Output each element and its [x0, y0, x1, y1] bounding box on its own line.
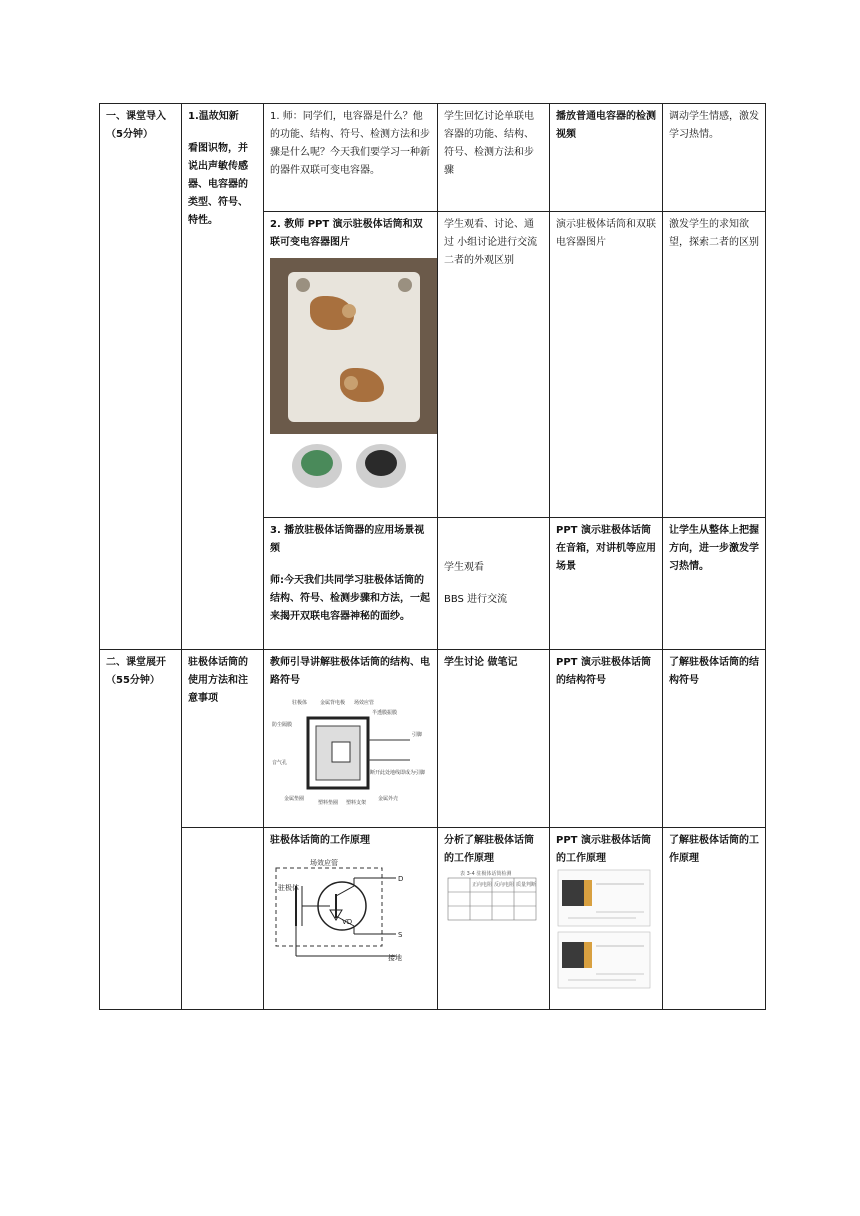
student-activity — [438, 828, 550, 1010]
intent-cell: 了解驻极体话筒的结构符号 — [663, 650, 766, 828]
diagram-label: 场效应管 — [354, 700, 375, 706]
student-activity: 学生讨论 做笔记 — [438, 650, 550, 828]
teacher-text: 教师引导讲解驻极体话筒的结构、电路符号 — [270, 657, 430, 686]
section-1-title: 一、课堂导入（5分钟） — [100, 104, 182, 650]
diagram-label: 半透膜振膜 — [372, 710, 398, 716]
teacher-text: 3. 播放驻极体话筒器的应用场景视频 — [270, 525, 425, 554]
circuit-label: S — [398, 931, 403, 939]
table-header: 质量判断 — [516, 882, 537, 888]
teacher-activity — [264, 828, 438, 1010]
media-cell: PPT 演示驻极体话筒在音箱，对讲机等应用场景 — [550, 518, 663, 650]
student-activity: 学生观看、讨论、通过 小组讨论进行交流二者的外观区别 — [438, 212, 550, 518]
student-text: 分析了解驻极体话筒的工作原理 — [444, 835, 534, 864]
teacher-activity — [264, 650, 438, 828]
diagram-label: 防尘隔膜 — [272, 722, 293, 728]
diagram-label: 塑料垫圈 — [318, 800, 339, 806]
media-cell — [550, 828, 663, 1010]
student-text: 学生观看 — [444, 561, 484, 573]
media-text: PPT 演示驻极体话筒的工作原理 — [556, 835, 651, 864]
circuit-label: VD — [342, 918, 353, 926]
section-2-step-empty — [182, 828, 264, 1010]
mic-circuit-diagram — [270, 856, 410, 964]
diagram-label: 金属垫圈 — [284, 796, 305, 802]
table-header: 反向电阻 — [494, 882, 515, 888]
section-1-step — [182, 104, 264, 650]
step-desc: 看图识物，并说出声敏传感器、电容器的类型、符号、特性。 — [188, 143, 248, 226]
diagram-label: 金属外壳 — [378, 796, 399, 802]
teacher-activity — [264, 212, 438, 518]
section-2-step: 驻极体话筒的使用方法和注意事项 — [182, 650, 264, 828]
student-activity — [438, 518, 550, 650]
intent-cell: 调动学生情感，激发学习热情。 — [663, 104, 766, 212]
teacher-activity — [264, 518, 438, 650]
diagram-label: 塑料支架 — [346, 800, 367, 806]
detection-table-thumbnail — [444, 868, 540, 924]
teacher-activity: 1. 师：同学们，电容器是什么？他的功能、结构、符号、检测方法和步骤是什么呢？今天我们要学习一种新的器件双联可变电容器。 — [264, 104, 438, 212]
table-header: 正向电阻 — [472, 882, 493, 888]
teacher-text: 驻极体话筒的工作原理 — [270, 835, 370, 846]
diagram-label: 断开此处地线即成为引脚 — [370, 770, 426, 776]
media-cell: 播放普通电容器的检测视频 — [550, 104, 663, 212]
student-extra: BBS 进行交流 — [444, 593, 508, 605]
media-cell: PPT 演示驻极体话筒的结构符号 — [550, 650, 663, 828]
step-title: 1.温故知新 — [188, 111, 239, 122]
media-cell: 演示驻极体话筒和双联电容器图片 — [550, 212, 663, 518]
mic-structure-diagram — [270, 696, 430, 808]
diagram-label: 金属背电极 — [320, 700, 346, 706]
diagram-label: 引脚 — [412, 732, 423, 738]
section-2-title: 二、课堂展开（55分钟） — [100, 650, 182, 1010]
teacher-extra: 师:今天我们共同学习驻极体话筒的结构、符号、检测步骤和方法，一起来揭开双联电容器神秘的面纱。 — [270, 575, 430, 622]
intent-cell: 激发学生的求知欲望，探索二者的区别 — [663, 212, 766, 518]
circuit-label: D — [398, 875, 404, 883]
table-caption: 表 3-4 驻极体话筒检测 — [460, 871, 512, 877]
circuit-label: 场效应管 — [310, 859, 338, 867]
intent-cell: 让学生从整体上把握方向，进一步激发学习热情。 — [663, 518, 766, 650]
student-activity: 学生回忆讨论单联电容器的功能、结构、符号、检测方法和步骤 — [438, 104, 550, 212]
lesson-plan-table — [99, 103, 766, 1010]
ppt-slides-thumbnail — [556, 868, 652, 990]
intent-cell: 了解驻极体话筒的工作原理 — [663, 828, 766, 1010]
circuit-label: 驻极体 — [278, 884, 299, 892]
variable-capacitor-photo — [270, 258, 438, 434]
teacher-text: 2. 教师 PPT 演示驻极体话筒和双联可变电容器图片 — [270, 219, 423, 248]
circuit-label: 接地 — [388, 954, 402, 962]
diagram-label: 驻极体 — [292, 700, 308, 706]
electret-mic-photo — [270, 434, 438, 504]
diagram-label: 音气孔 — [272, 760, 288, 766]
